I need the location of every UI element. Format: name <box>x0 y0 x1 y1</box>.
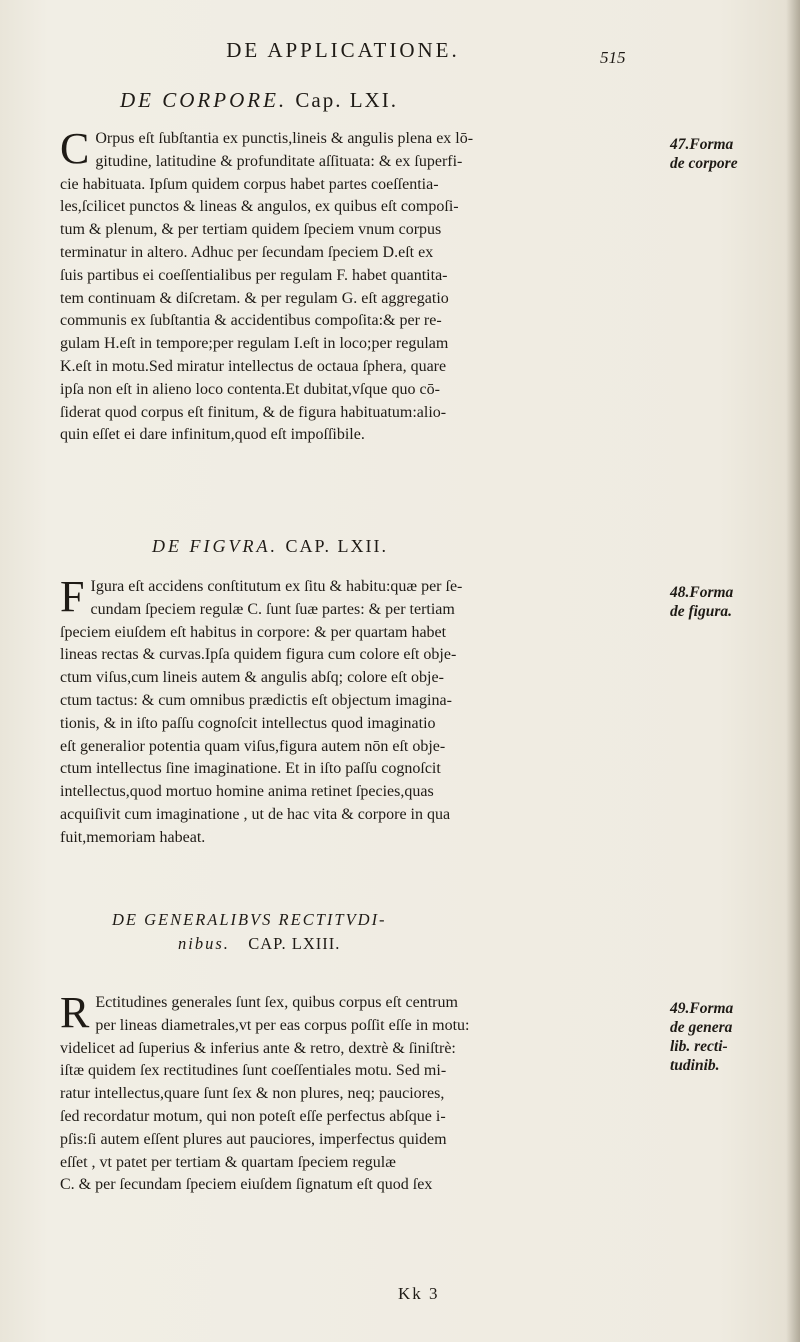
margin-note-49 <box>670 999 790 1075</box>
text-line: C. & per ſecundam ſpeciem eiuſdem ſignatum eſt quod ſex <box>60 1176 433 1194</box>
text-line: pſis:ſi autem eſſent plures aut pauciores, imperfectus quidem <box>60 1130 447 1148</box>
text-line: acquiſivit cum imaginatione , ut de hac vita & corpore in qua <box>60 805 451 823</box>
text-line: fuit,memoriam habeat. <box>60 828 206 846</box>
text-line: gulam H.eſt in tempore;per regulam I.eſt in loco;per regulam <box>60 335 449 353</box>
text-line: eſſet , vt patet per tertiam & quartam ſpeciem regulæ <box>60 1153 396 1171</box>
text-line: iſtæ quidem ſex rectitudines ſunt coeſſentiales motu. Sed mi- <box>60 1062 447 1080</box>
text-line: ipſa non eſt in alieno loco contenta.Et dubitat,vſque quo cō- <box>60 380 440 398</box>
text-line: K.eſt in motu.Sed miratur intellectus de octaua ſphera, quare <box>60 357 447 375</box>
text-line: cundam ſpeciem regulæ C. ſunt ſuæ partes: & per tertiam <box>90 600 455 618</box>
chapter-number: CAP. LXIII. <box>248 934 341 953</box>
text-line: ctum intellectus ſine imaginatione. Et in iſto paſſu cognoſcit <box>60 760 441 778</box>
margin-note-line: de corpore <box>670 155 738 172</box>
margin-note-48 <box>670 583 790 621</box>
chapter-number: CAP. LXII. <box>285 536 388 556</box>
paragraph-rectitudines <box>60 988 656 1197</box>
margin-note-line: 47.Forma <box>670 136 734 153</box>
text-line: Ectitudines generales ſunt ſex, quibus corpus eſt centrum <box>95 994 458 1011</box>
text-line: lineas rectas & curvas.Ipſa quidem figura cum colore eſt obje- <box>60 646 457 664</box>
text-line: ſiderat quod corpus eſt finitum, & de figura habituatum:alio- <box>60 403 447 421</box>
chapter-title-text: nibus. <box>178 934 230 953</box>
text-line: Orpus eſt ſubſtantia ex punctis,lineis & angulis plena ex lō- <box>95 130 474 147</box>
margin-note-line: tudinib. <box>670 1057 720 1074</box>
margin-note-line: 48.Forma <box>670 584 734 601</box>
text-line: ratur intellectus,quare ſunt ſex & non plures, neq; pauciores, <box>60 1085 445 1103</box>
margin-note-line: de figura. <box>670 603 732 620</box>
text-line: tionis, & in iſto paſſu cognoſcit intellectus quod imaginatio <box>60 714 436 732</box>
text-line: tum & plenum, & per tertiam quidem ſpeciem vnum corpus <box>60 221 442 239</box>
text-line: ctum viſus,cum lineis autem & angulis abſq; colore eſt obje- <box>60 669 444 687</box>
margin-note-line: 49.Forma <box>670 1000 734 1017</box>
text-line: ſpeciem eiuſdem eſt habitus in corpore: & per quartam habet <box>60 623 447 641</box>
text-line: videlicet ad ſuperius & inferius ante & retro, dextrè & ſiniſtrè: <box>60 1039 456 1057</box>
chapter-title-text: DE CORPORE. <box>120 88 288 112</box>
paragraph-figura <box>60 572 656 850</box>
margin-note-line: lib. recti- <box>670 1038 728 1055</box>
text-line: gitudine, latitudine & profunditate aſſituata: & ex ſuperfi- <box>95 152 463 170</box>
margin-note-47 <box>670 135 790 173</box>
text-line: ſuis partibus ei coeſſentialibus per regulam F. habet quantita- <box>60 266 448 284</box>
margin-note-line: de genera <box>670 1019 733 1036</box>
text-line: terminatur in altero. Adhuc per ſecundam ſpeciem D.eſt ex <box>60 243 434 261</box>
drop-cap-f: F <box>60 572 85 621</box>
chapter-title-text: DE FIGVRA. <box>152 536 278 556</box>
page-spine-shadow <box>786 0 800 1342</box>
chapter-title-continuation <box>178 934 738 954</box>
text-line: communis ex ſubſtantia & accidentibus compoſita:& per re- <box>60 312 442 330</box>
chapter-title-rectitudinibus <box>112 910 672 930</box>
text-line: intellectus,quod mortuo homine anima retinet ſpecies,quas <box>60 783 434 801</box>
drop-cap-r: R <box>60 988 90 1037</box>
text-line: quin eſſet ei dare infinitum,quod eſt impoſſibile. <box>60 426 365 444</box>
paragraph-corpore <box>60 124 656 447</box>
text-line: eſt generalior potentia quam viſus,figura autem nōn eſt obje- <box>60 737 446 755</box>
drop-cap-c: C <box>60 124 90 173</box>
text-line: les,ſcilicet punctos & lineas & angulos, ex quibus eſt compoſi- <box>60 198 459 216</box>
running-head: DE APPLICATIONE. <box>226 38 460 62</box>
text-line: ctum tactus: & cum omnibus prædictis eſt objectum imagina- <box>60 691 452 709</box>
chapter-title-corpore <box>120 88 620 113</box>
text-line: cie habituata. Ipſum quidem corpus habet partes coeſſentia- <box>60 175 439 193</box>
text-line: Igura eſt accidens conſtitutum ex ſitu & habitu:quæ per ſe- <box>90 578 463 595</box>
chapter-number: Cap. LXI. <box>295 88 398 112</box>
chapter-title-text: DE GENERALIBVS RECTITVDI- <box>112 910 387 929</box>
text-line: per lineas diametrales,vt per eas corpus poſſit eſſe in motu: <box>95 1016 470 1034</box>
text-line: tem continuam & diſcretam. & per regulam G. eſt aggregatio <box>60 289 449 307</box>
chapter-title-figura <box>152 536 652 557</box>
signature-mark: Kk 3 <box>398 1284 440 1303</box>
text-line: ſed recordatur motum, qui non poteſt eſſe perfectus abſque i- <box>60 1107 446 1125</box>
page-number: 515 <box>600 48 626 67</box>
